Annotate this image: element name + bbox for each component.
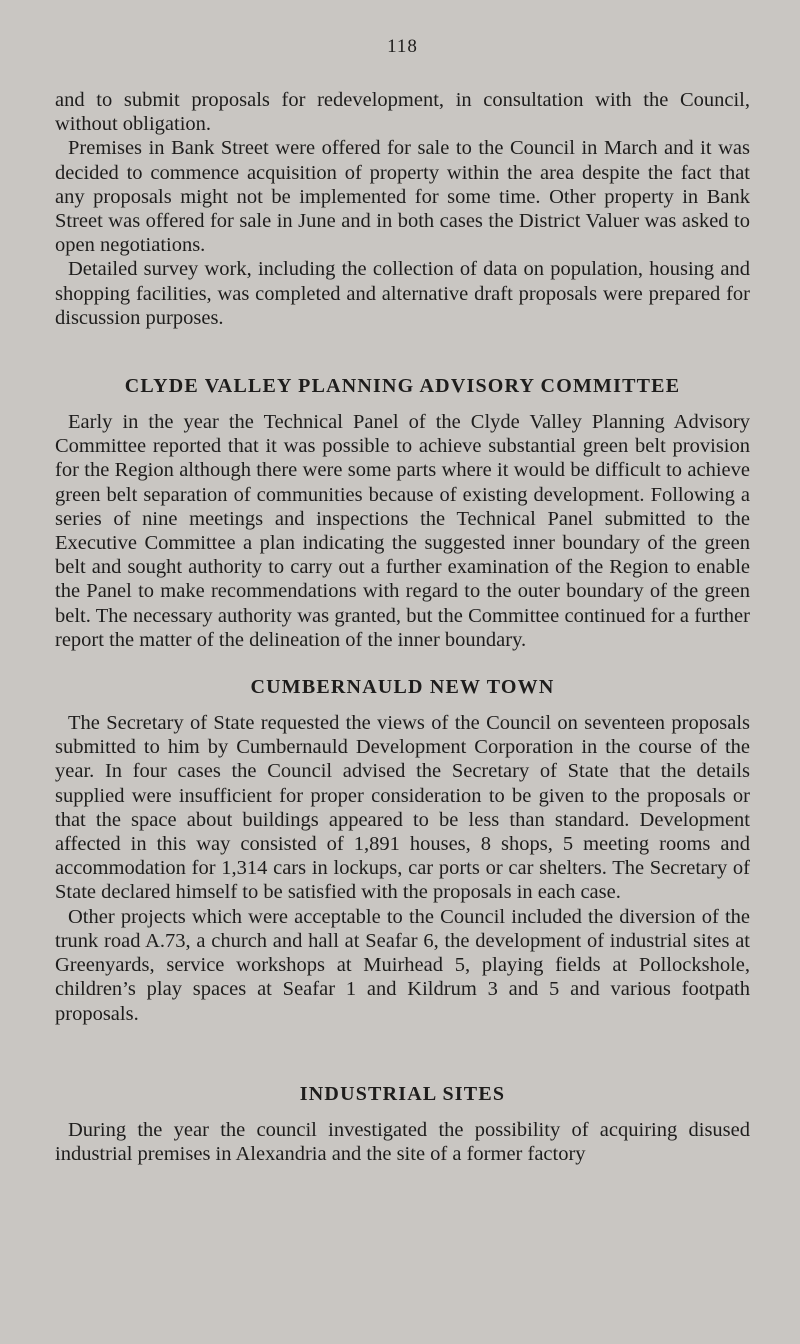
paragraph: Premises in Bank Street were offered for sale to the Council in March and it was decided to commence acquisition of property within the area despite the fact that any proposals might not be implemented for some time. Other property in Bank Street was offered for sale in June and in both cases the District Valuer was asked to open negotiations. xyxy=(55,137,750,257)
paragraph: and to submit proposals for redevelopment, in consultation with the Council, without obligation. xyxy=(55,89,750,136)
section-heading-clyde-valley: CLYDE VALLEY PLANNING ADVISORY COMMITTEE xyxy=(124,375,681,398)
paragraph: Early in the year the Technical Panel of the Clyde Valley Planning Advisory Committee reported that it was possible to achieve substantial green belt provision for the Region although there were some parts where it would be difficult to achieve green belt separation of communities because of existing development. Following a series of nine meetings and inspections the Technical Panel submitted to the Executive Committee a plan indicating the suggested inner boundary of the green belt and sought authority to carry out a further examination of the Region to enable the Panel to make recommendations with regard to the outer boundary of the green belt. The necessary authority was granted, but the Committee continued for a further report the matter of the delineation of the inner boundary. xyxy=(55,411,750,651)
section-heading-industrial-sites: INDUSTRIAL SITES xyxy=(299,1082,506,1105)
paragraph: Other projects which were acceptable to the Council included the diversion of the trunk road A.73, a church and hall at Seafar 6, the development of industrial sites at Greenyards, service workshops at Muirhead 5, playing fields at Pollockshole, children’s play spaces at Seafar 1 and Kildrum 3 and 5 and various footpath proposals. xyxy=(55,905,750,1025)
section-heading-cumbernauld: CUMBERNAULD NEW TOWN xyxy=(250,676,555,699)
page-number: 118 xyxy=(387,36,418,57)
paragraph: Detailed survey work, including the collection of data on population, housing and shopping facilities, was completed and alternative draft proposals were prepared for discussion purposes. xyxy=(55,258,750,329)
paragraph: During the year the council investigated the possibility of acquiring disused industrial premises in Alexandria and the site of a former factory xyxy=(55,1118,750,1165)
paragraph: The Secretary of State requested the views of the Council on seventeen proposals submitted to him by Cumbernauld Development Corporation in the course of the year. In four cases the Council advised the Secretary of State that the details supplied were insufficient for proper consideration to be given to the proposals or that the space about buildings appeared to be less than standard. Development affected in this way consisted of 1,891 houses, 8 shops, 5 meeting rooms and accommodation for 1,314 cars in lockups, car ports or car shelters. The Secretary of State declared himself to be satisfied with the proposals in each case. xyxy=(55,712,750,904)
